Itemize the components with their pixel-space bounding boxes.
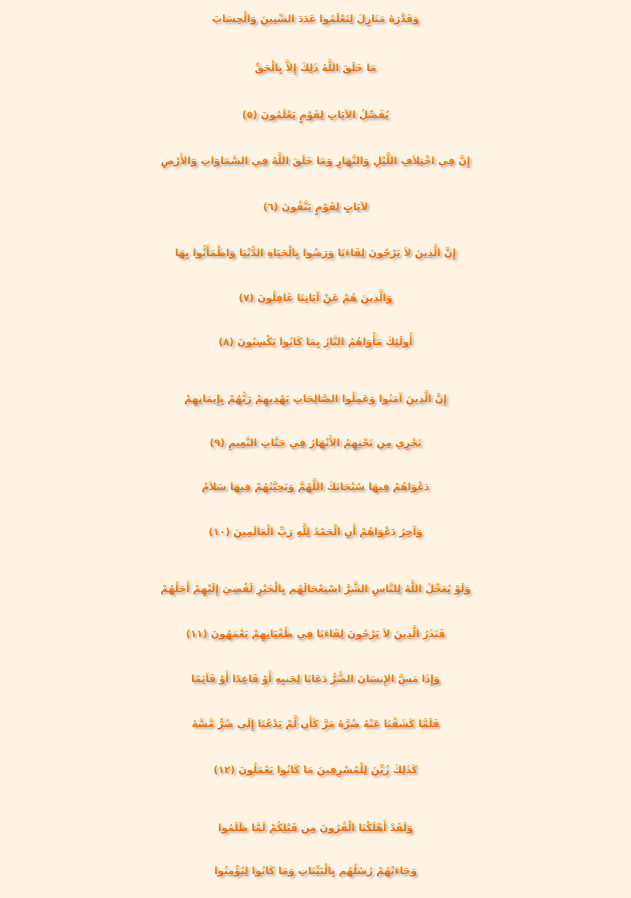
verse-line: وَلَوْ يُعَجِّلُ اللَّهُ لِلنَّاسِ الشَّرَّ اسْتِعْجَالَهُم بِالْخَيْرِ لَقُضِيَ إِلَيْهِمْ أَجَلُهُمْ: [0, 576, 631, 604]
verse-line: كَذَلِكَ زُيِّنَ لِلْمُسْرِفِينَ مَا كَانُوا يَعْمَلُونَ (١٢): [0, 757, 631, 785]
verse-line: أُولَئِكَ مَأْوَاهُمُ النَّارُ بِمَا كَانُوا يَكْسِبُونَ (٨): [0, 329, 631, 357]
verse-line: إِنَّ الَّذِينَ آمَنُوا وَعَمِلُوا الصَّالِحَاتِ يَهْدِيهِمْ رَبُّهُمْ بِإِيمَانِهِمْ: [0, 386, 631, 414]
verse-line: إِنَّ فِي اخْتِلاَفِ اللَّيْلِ وَالنَّهَارِ وَمَا خَلَقَ اللَّهُ فِي السَّمَاوَاتِ وَالأَرْضِ: [0, 148, 631, 176]
verse-line: وَقَدَّرَهُ مَنَازِلَ لِتَعْلَمُوا عَدَدَ السِّنِينَ وَالْحِسَابَ: [0, 6, 631, 34]
verse-line: وَآخِرُ دَعْوَاهُمْ أَنِ الْحَمْدُ لِلَّهِ رَبِّ الْعَالَمِينَ (١٠): [0, 519, 631, 547]
verse-line: وَجَاءَتْهُمْ رُسُلُهُم بِالْبَيِّنَاتِ وَمَا كَانُوا لِيُؤْمِنُوا: [0, 858, 631, 886]
verse-line: يُفَصِّلُ الآيَاتِ لِقَوْمٍ يَعْلَمُونَ (٥): [0, 102, 631, 130]
verse-line: إِنَّ الَّذِينَ لاَ يَرْجُونَ لِقَاءَنَا وَرَضُوا بِالْحَيَاةِ الدُّنْيَا وَاطْمَأَنُّوا بِهَا: [0, 240, 631, 268]
verse-line: وَالَّذِينَ هُمْ عَنْ آيَاتِنَا غَافِلُونَ (٧): [0, 285, 631, 313]
verse-line: وَإِذَا مَسَّ الإِنسَانَ الضُّرُّ دَعَانَا لِجَنبِهِ أَوْ قَاعِدًا أَوْ قَآئِمًا: [0, 666, 631, 694]
verse-line: مَا خَلَقَ اللَّهُ ذَلِكَ إِلاَّ بِالْحَقِّ: [0, 55, 631, 83]
verse-line: دَعْوَاهُمْ فِيهَا سُبْحَانَكَ اللَّهُمَّ وَتَحِيَّتُهُمْ فِيهَا سَلاَمٌ: [0, 474, 631, 502]
verse-line: فَنَذَرُ الَّذِينَ لاَ يَرْجُونَ لِقَاءَنَا فِي طُغْيَانِهِمْ يَعْمَهُونَ (١١): [0, 621, 631, 649]
verse-line: فَلَمَّا كَشَفْنَا عَنْهُ ضُرَّهُ مَرَّ كَأَن لَّمْ يَدْعُنَا إِلَى ضُرٍّ مَّسَّهُ: [0, 711, 631, 739]
verse-line: لآيَاتٍ لِقَوْمٍ يَتَّقُونَ (٦): [0, 194, 631, 222]
verse-line: وَلَقَدْ أَهْلَكْنَا الْقُرُونَ مِن قَبْلِكُمْ لَمَّا ظَلَمُوا: [0, 815, 631, 843]
verse-line: تَجْرِي مِن تَحْتِهِمُ الأَنْهَارُ فِي جَنَّاتِ النَّعِيمِ (٩): [0, 430, 631, 458]
